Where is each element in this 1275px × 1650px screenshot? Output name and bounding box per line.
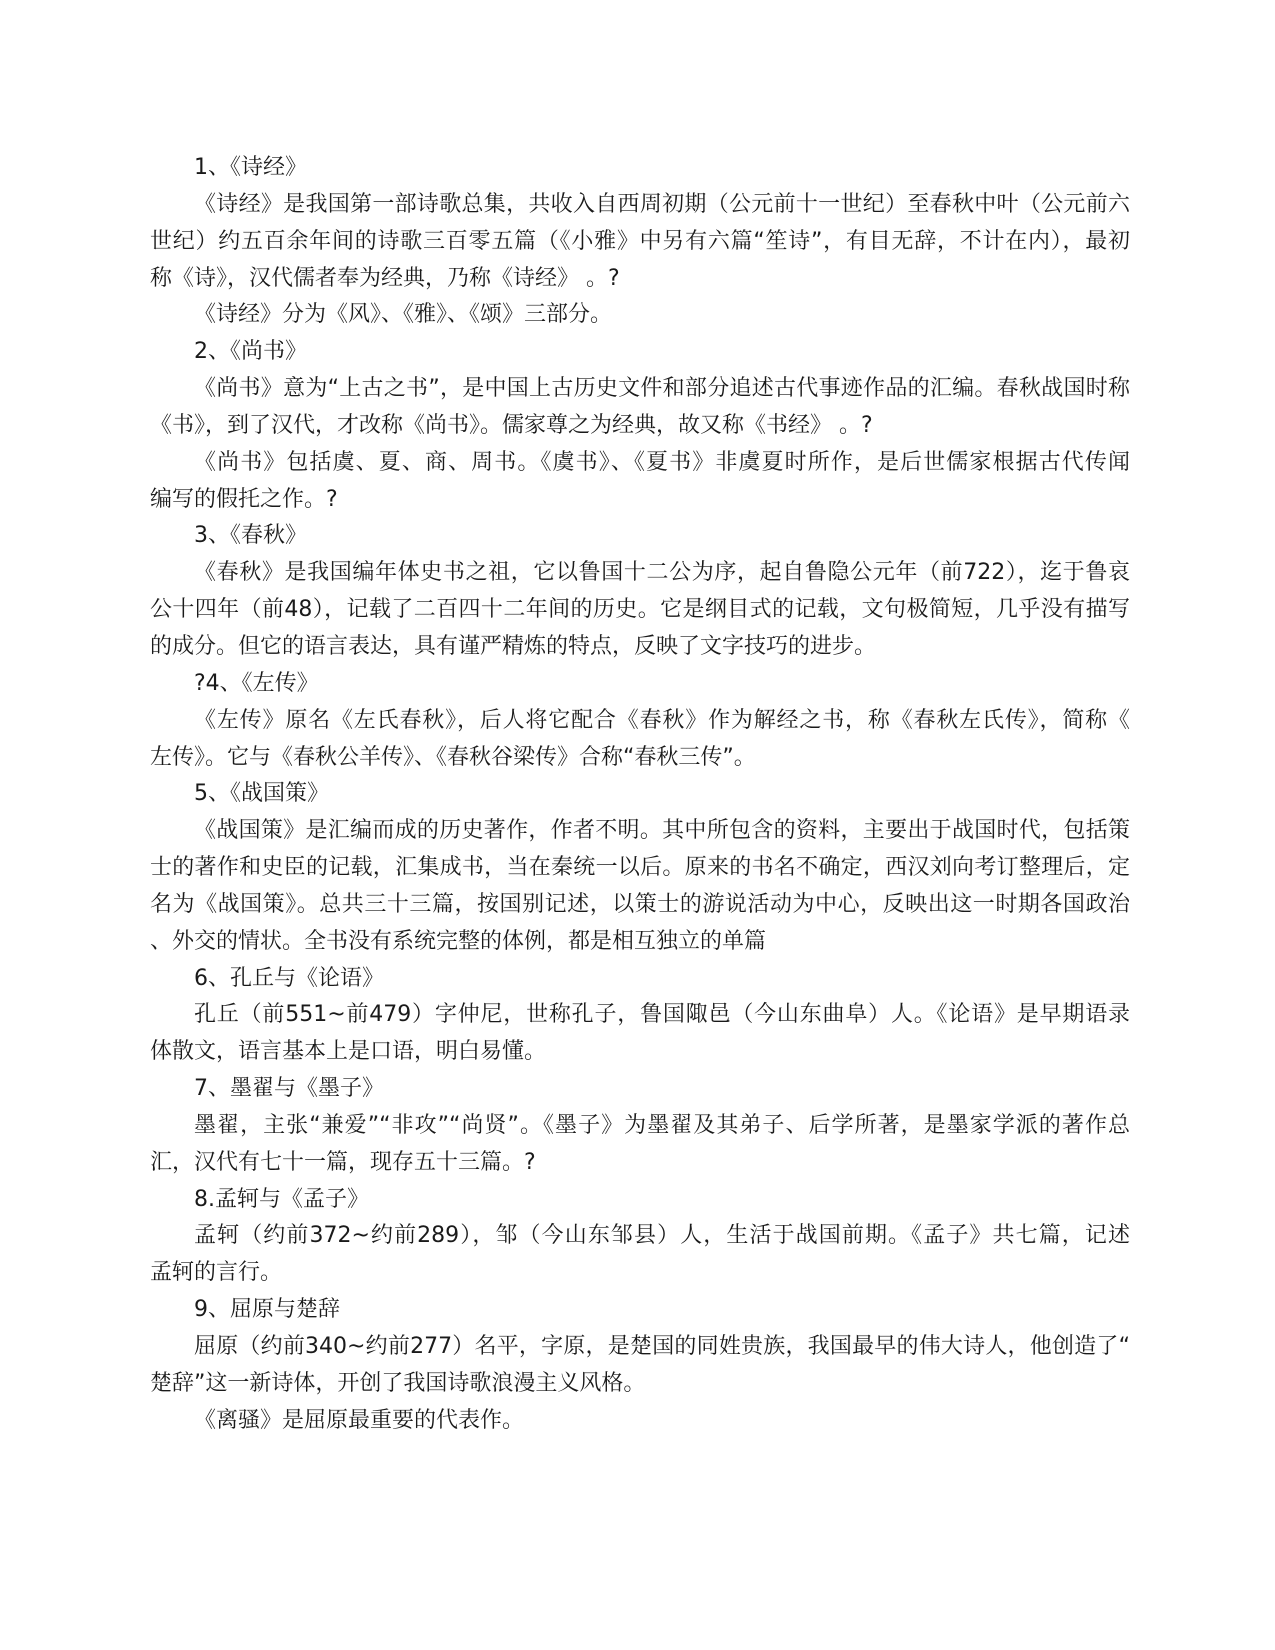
section-heading: 3、《春秋》 bbox=[194, 523, 307, 549]
paragraph-line: 《春秋》是我国编年体史书之祖，它以鲁国十二公为序，起自鲁隐公元年（前722），迄于鲁哀 bbox=[194, 560, 1130, 586]
paragraph-line: 的成分。但它的语言表达，具有谨严精炼的特点，反映了文字技巧的进步。 bbox=[150, 633, 877, 659]
paragraph-line: 《尚书》包括虞、夏、商、周书。《虞书》、《夏书》非虞夏时所作，是后世儒家根据古代传闻 bbox=[194, 449, 1130, 475]
section-heading: 1、《诗经》 bbox=[194, 155, 307, 180]
section-heading: 8.孟轲与《孟子》 bbox=[194, 1186, 369, 1212]
paragraph-line: 名为《战国策》。总共三十三篇，按国别记述，以策士的游说活动为中心，反映出这一时期各国政治 bbox=[150, 891, 1130, 917]
paragraph-line: 《书》，到了汉代，才改称《尚书》。儒家尊之为经典，故又称《书经》 。? bbox=[150, 412, 873, 438]
section-heading: 9、屈原与楚辞 bbox=[194, 1297, 340, 1323]
section-heading: ?4、《左传》 bbox=[194, 670, 319, 696]
paragraph-line: 《左传》原名《左氏春秋》，后人将它配合《春秋》作为解经之书，称《春秋左氏传》，简称《 bbox=[194, 707, 1130, 733]
paragraph-line: 楚辞”这一新诗体，开创了我国诗歌浪漫主义风格。 bbox=[150, 1370, 646, 1396]
paragraph-line: 体散文，语言基本上是口语，明白易懂。 bbox=[150, 1039, 547, 1065]
paragraph-line: 孟轲的言行。 bbox=[150, 1260, 283, 1286]
paragraph-line: 、外交的情状。全书没有系统完整的体例，都是相互独立的单篇 bbox=[150, 928, 767, 954]
paragraph-line: 屈原（约前340~约前277）名平，字原，是楚国的同姓贵族，我国最早的伟大诗人，他创造了“ bbox=[194, 1334, 1130, 1359]
paragraph-line: 《离骚》是屈原最重要的代表作。 bbox=[194, 1407, 525, 1433]
paragraph-line: 左传》。它与《春秋公羊传》、《春秋谷梁传》合称“春秋三传”。 bbox=[150, 744, 756, 770]
paragraph-line: 《诗经》分为《风》、《雅》、《颂》三部分。 bbox=[194, 302, 613, 328]
section-heading: 5、《战国策》 bbox=[194, 781, 329, 807]
paragraph-line: 称《诗》，汉代儒者奉为经典，乃称《诗经》 。? bbox=[150, 265, 620, 291]
paragraph-line: 《战国策》是汇编而成的历史著作，作者不明。其中所包含的资料，主要出于战国时代，包括策 bbox=[194, 818, 1130, 844]
document-page bbox=[150, 150, 1130, 1440]
paragraph-line: 汇，汉代有七十一篇，现存五十三篇。? bbox=[150, 1149, 536, 1175]
paragraph-line: 《诗经》是我国第一部诗歌总集，共收入自西周初期（公元前十一世纪）至春秋中叶（公元前六 bbox=[194, 191, 1130, 217]
section-heading: 6、孔丘与《论语》 bbox=[194, 965, 384, 991]
paragraph-line: 《尚书》意为“上古之书”，是中国上古历史文件和部分追述古代事迹作品的汇编。春秋战国时称 bbox=[194, 376, 1130, 402]
paragraph-line: 墨翟，主张“兼爱”“非攻”“尚贤”。《墨子》为墨翟及其弟子、后学所著，是墨家学派的著作总 bbox=[194, 1112, 1130, 1138]
section-heading: 2、《尚书》 bbox=[194, 339, 307, 365]
paragraph-line: 世纪）约五百余年间的诗歌三百零五篇（《小雅》中另有六篇“笙诗”，有目无辞，不计在内），最初 bbox=[150, 228, 1130, 254]
paragraph-line: 编写的假托之作。? bbox=[150, 486, 338, 512]
paragraph-line: 孟轲（约前372~约前289），邹（今山东邹县）人，生活于战国前期。《孟子》共七篇，记述 bbox=[194, 1223, 1130, 1249]
section-heading: 7、墨翟与《墨子》 bbox=[194, 1076, 384, 1102]
paragraph-line: 公十四年（前48），记载了二百四十二年间的历史。它是纲目式的记载，文句极简短，几乎没有描写 bbox=[150, 597, 1130, 623]
paragraph-line: 孔丘（前551~前479）字仲尼，世称孔子，鲁国陬邑（今山东曲阜）人。《论语》是早期语录 bbox=[194, 1002, 1130, 1028]
paragraph-line: 士的著作和史臣的记载，汇集成书，当在秦统一以后。原来的书名不确定，西汉刘向考订整理后，定 bbox=[150, 855, 1130, 881]
